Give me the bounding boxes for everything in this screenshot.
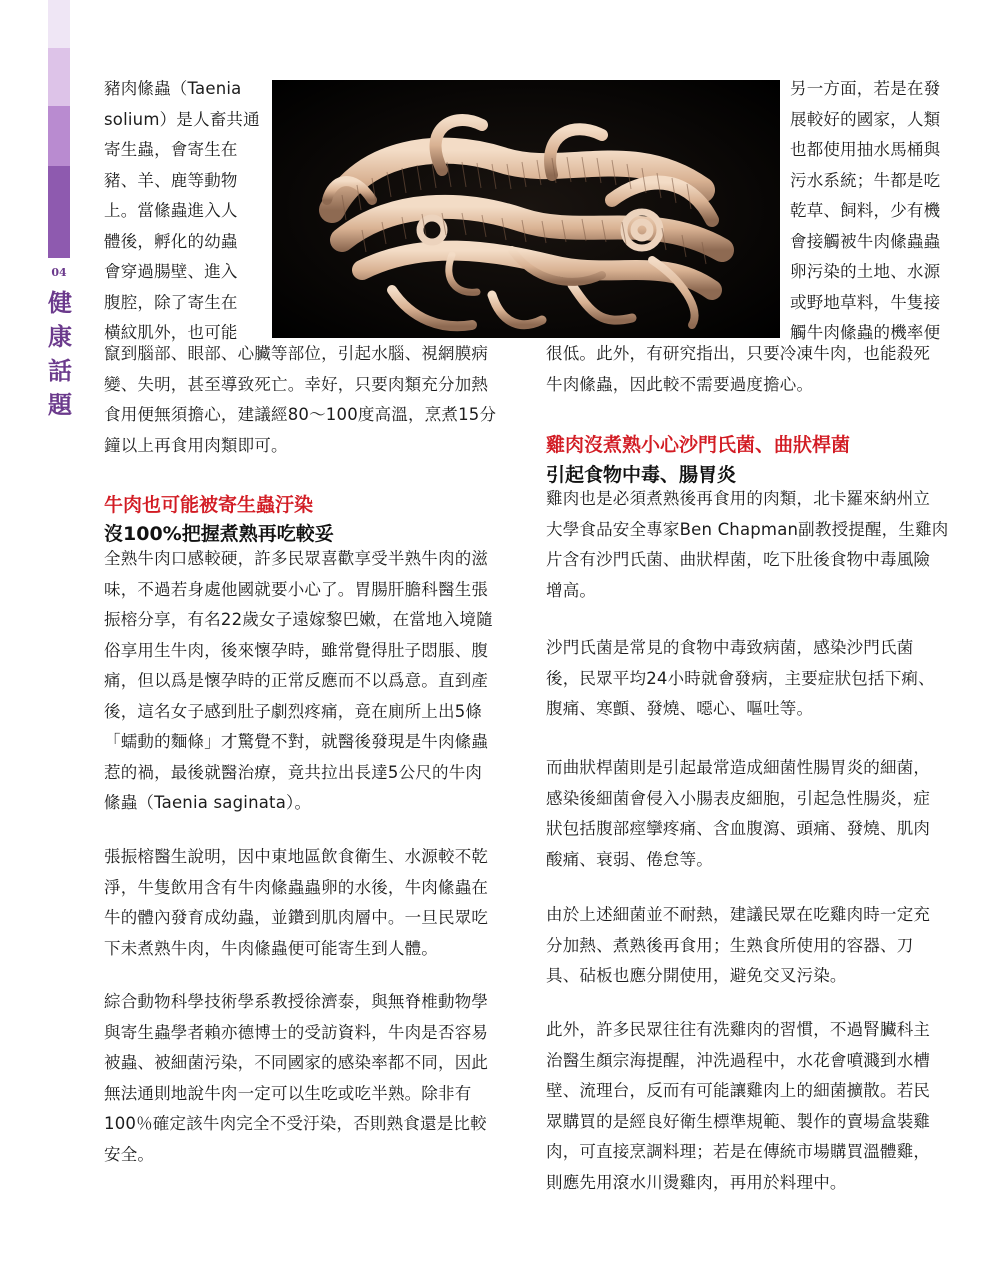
text-line: 後，民眾平均24小時就會發病，主要症狀包括下痢、 (546, 668, 935, 688)
text-line: 腹痛、寒顫、發燒、噁心、嘔吐等。 (546, 699, 814, 718)
text-line: 增高。 (546, 580, 597, 600)
chicken-paragraph-3 (546, 753, 966, 875)
text-line: 安全。 (104, 1144, 155, 1164)
text-line: 食用便無須擔心，建議經80～100度高溫，烹煮15分 (104, 405, 497, 424)
section-char: 話 (48, 356, 72, 385)
right-wrapped-text (790, 74, 965, 349)
text-line: 全熟牛肉口感較硬，許多民眾喜歡享受半熟牛肉的滋 (104, 549, 489, 568)
text-line: 張振榕醫生說明，因中東地區飲食衛生、水源較不乾 (104, 847, 489, 866)
text-line: 雞肉也是必須煮熟後再食用的肉類，北卡羅來納州立 (546, 489, 931, 508)
text-line: 痛，但以爲是懷孕時的正常反應而不以爲意。直到產 (104, 671, 489, 690)
text-line: 酸痛、衰弱、倦怠等。 (546, 849, 713, 869)
text-line: 乾草、飼料，少有機 (790, 201, 941, 220)
text-line: 沙門氏菌是常見的食物中毒致病菌，感染沙門氏菌 (546, 638, 914, 657)
beef-heading: 牛肉也可能被寄生蟲汙染 (104, 494, 314, 516)
text-line: 俗享用生牛肉，後來懷孕時，雖常覺得肚子悶脹、腹 (104, 640, 489, 660)
right-full-text (546, 339, 966, 400)
text-line: 肉，可直接烹調料理；若是在傳統市場購買溫體雞， (546, 1142, 931, 1161)
text-line: 綜合動物科學技術學系教授徐濟泰，與無脊椎動物學 (104, 992, 489, 1011)
text-line: 則應先用滾水川燙雞肉，再用於料理中。 (546, 1172, 847, 1192)
text-line: 體後，孵化的幼蟲 (104, 231, 238, 251)
text-line: 100％確定該牛肉完全不受汙染，否則熟食還是比較 (104, 1114, 487, 1133)
section-char: 健 (48, 288, 72, 317)
side-tab (48, 0, 70, 258)
intro-wrapped-text (104, 74, 269, 349)
section-char: 康 (48, 322, 72, 351)
text-line: 惹的禍，最後就醫治療，竟共拉出長達5公尺的牛肉 (104, 762, 483, 782)
chicken-heading: 雞肉沒煮熟小心沙門氏菌、曲狀桿菌 (546, 434, 851, 456)
text-line: 很低。此外，有研究指出，只要冷凍牛肉，也能殺死 (546, 344, 931, 363)
text-line: 下未煮熟牛肉，牛肉絛蟲便可能寄生到人體。 (104, 938, 438, 958)
text-line: 鐘以上再食用肉類即可。 (104, 435, 288, 455)
text-line: 淨，牛隻飲用含有牛肉絛蟲蟲卵的水後，牛肉絛蟲在 (104, 877, 489, 897)
text-line: 另一方面，若是在發 (790, 79, 941, 98)
text-line: 絛蟲（Taenia saginata）。 (104, 793, 312, 812)
text-line: 振榕分享，有名22歲女子遠嫁黎巴嫩，在當地入境隨 (104, 610, 493, 629)
text-line: 腹腔，除了寄生在 (104, 292, 238, 312)
text-line: 寄生蟲，會寄生在 (104, 140, 238, 159)
tab-segment-4 (48, 166, 70, 258)
text-line: 牛肉絛蟲，因此較不需要過度擔心。 (546, 374, 814, 394)
text-line: 觸牛肉絛蟲的機率便 (790, 323, 941, 342)
text-line: 眾購買的是經良好衛生標準規範、製作的賣場盒裝雞 (546, 1111, 931, 1131)
text-line: solium）是人畜共通 (104, 109, 260, 129)
text-line: 具、砧板也應分開使用，避免交叉污染。 (546, 966, 847, 985)
text-line: 與寄生蟲學者賴亦德博士的受訪資料，牛肉是否容易 (104, 1022, 489, 1042)
beef-subheading: 沒100%把握煮熟再吃較妥 (104, 523, 334, 545)
intro-full-text (104, 339, 524, 461)
tab-segment-2 (48, 48, 70, 106)
text-line: 也都使用抽水馬桶與 (790, 140, 941, 159)
text-line: 味，不過若身處他國就要小心了。胃腸肝膽科醫生張 (104, 579, 489, 599)
text-line: 被蟲、被細菌污染，不同國家的感染率都不同，因此 (104, 1053, 489, 1072)
text-line: 治醫生顏宗海提醒，沖洗過程中，水花會噴濺到水槽 (546, 1050, 931, 1070)
chicken-paragraph-4 (546, 900, 966, 992)
text-line: 竄到腦部、眼部、心臟等部位，引起水腦、視網膜病 (104, 344, 489, 363)
beef-paragraph-3 (104, 987, 524, 1170)
text-line: 狀包括腹部痙攣疼痛、含血腹瀉、頭痛、發燒、肌肉 (546, 819, 931, 838)
text-line: 橫紋肌外，也可能 (104, 323, 238, 342)
text-line: 大學食品安全專家Ben Chapman副教授提醒，生雞肉 (546, 519, 949, 539)
text-line: 卵污染的土地、水源 (790, 262, 941, 281)
text-line: 無法通則地說牛肉一定可以生吃或吃半熟。除非有 (104, 1083, 472, 1103)
chicken-subheading: 引起食物中毒、腸胃炎 (546, 464, 737, 486)
tapeworm-illustration (272, 80, 780, 338)
beef-paragraph-1 (104, 544, 524, 819)
text-line: 此外，許多民眾往往有洗雞肉的習慣，不過腎臟科主 (546, 1020, 931, 1039)
tab-segment-1 (48, 0, 70, 48)
text-line: 片含有沙門氏菌、曲狀桿菌，吃下肚後食物中毒風險 (546, 550, 931, 569)
chicken-paragraph-1 (546, 484, 966, 606)
beef-paragraph-2 (104, 842, 524, 964)
text-line: 壁、流理台，反而有可能讓雞肉上的細菌擴散。若民 (546, 1081, 931, 1100)
tapeworm-photo (272, 80, 780, 338)
chicken-paragraph-5 (546, 1015, 966, 1198)
text-line: 而曲狀桿菌則是引起最常造成細菌性腸胃炎的細菌， (546, 758, 931, 777)
text-line: 牛的體內發育成幼蟲，並鑽到肌肉層中。一旦民眾吃 (104, 908, 489, 927)
chicken-paragraph-2 (546, 633, 966, 725)
text-line: 展較好的國家，人類 (790, 109, 941, 129)
page-number: 04 (51, 266, 67, 279)
text-line: 上。當絛蟲進入人 (104, 201, 238, 220)
text-line: 由於上述細菌並不耐熱，建議民眾在吃雞肉時一定充 (546, 905, 931, 924)
section-char: 題 (48, 390, 72, 419)
text-line: 會接觸被牛肉絛蟲蟲 (790, 231, 941, 251)
text-line: 變、失明，甚至導致死亡。幸好，只要肉類充分加熱 (104, 374, 489, 394)
text-line: 豬肉絛蟲（Taenia (104, 79, 242, 98)
text-line: 後，這名女子感到肚子劇烈疼痛，竟在廁所上出5條 (104, 701, 483, 721)
text-line: 污水系統；牛都是吃 (790, 170, 941, 190)
text-line: 感染後細菌會侵入小腸表皮細胞，引起急性腸炎，症 (546, 788, 931, 808)
text-line: 或野地草料，牛隻接 (790, 292, 941, 312)
text-line: 會穿過腸壁、進入 (104, 262, 238, 281)
text-line: 分加熱、煮熟後再食用；生熟食所使用的容器、刀 (546, 935, 914, 955)
section-title-vertical (47, 286, 73, 422)
text-line: 豬、羊、鹿等動物 (104, 170, 238, 190)
tab-segment-3 (48, 106, 70, 166)
text-line: 「蠕動的麵條」才驚覺不對，就醫後發現是牛肉絛蟲 (104, 732, 489, 751)
